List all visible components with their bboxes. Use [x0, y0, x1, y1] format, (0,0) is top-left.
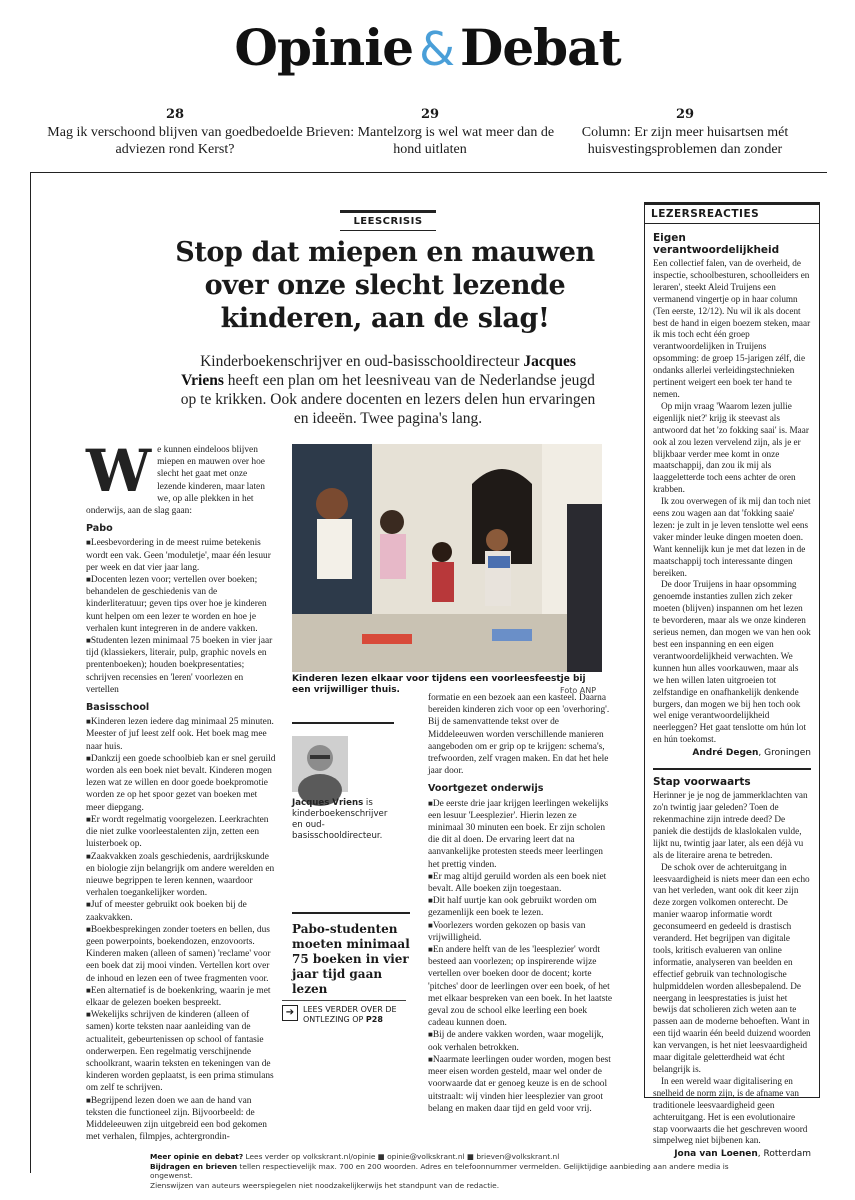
bullet-item: ■ Voorlezers worden gekozen op basis van vrijwilligheid. — [428, 920, 614, 944]
author-bio — [292, 798, 394, 842]
footer-text: tellen respectievelijk max. 700 en 200 woorden. Adres en telefoonnummer vermelden. Gelijktijdige aanbieding aan andere media is ongewenst. — [150, 1161, 729, 1180]
subhead-pabo: Pabo — [86, 523, 113, 535]
article-paragraph: formatie en een bezoek aan een kasteel. Daarna bereiden kinderen zich voor op een 'overhoring'. Bij de samenvattende tekst over de Middeleeuwen worden verschillende manieren aangeboden om er grip op te krijgen: schema's, trefwoorden, zelf vragen maken. En dat het hele jaar door. — [428, 693, 610, 777]
photo-credit: Foto ANP — [560, 686, 597, 695]
letter-title: Eigen verantwoordelijkheid — [653, 232, 780, 256]
teaser-page-number: 29 — [420, 107, 440, 122]
sidebar-letters — [644, 202, 820, 1160]
footer-line-2 — [150, 1162, 770, 1181]
bullet-item: ■ Leesbevordering in de meest ruime betekenis wordt een vak. Geen 'moduletje', maar één lesuur per week en dat vier jaar lang. — [86, 537, 276, 574]
article-lead: e kunnen eindeloos blijven miepen en mauwen over hoe slecht het gaat met onze lezende kinderen, maar laten we, op alle plekken in het onderwijs, aan de slag gaan: — [86, 445, 265, 517]
masthead-debat: Debat — [459, 18, 621, 77]
intro-text: heeft een plan om het leesniveau van de Nederlandse jeugd op te krikken. Ook andere docenten en lezers delen hun ervaringen en ideeën. Twee pagina's lang. — [180, 372, 596, 427]
teaser-page-number: 28 — [165, 107, 185, 122]
author-name: Jacques Vriens — [292, 798, 364, 808]
intro-text: Kinderboekenschrijver en oud-basisschooldirecteur — [200, 353, 524, 370]
author-bio-text: is kinderboekenschrijver en oud-basisschooldirecteur. — [292, 798, 388, 841]
page-footer — [150, 1152, 770, 1190]
photo-children-reading-icon — [292, 444, 602, 672]
read-more-link[interactable] — [282, 1000, 406, 1025]
bullet-item: ■ Boekbesprekingen zonder toeters en bellen, dus geen powerpoints, boekendozen, enzovoorts. Kinderen maken (alleen of samen) 'reclame' voor een boek dat zij mooi vinden. Vertellen kort over de inhoud en lezen een of twee fragmenten voor. — [86, 924, 276, 985]
bullet-item: ■ Naarmate leerlingen ouder worden, mogen best meer eisen worden gesteld, maar wel onder de voorwaarde dat er genoeg keuze is en de school uitstraalt: wij vinden hier leesplezier van groot belang en maken daar tijd en geld voor vrij. — [428, 1054, 614, 1115]
letter-paragraph: Een collectief falen, van de overheid, de inspectie, schoolbesturen, schoolleiders en leraren', steekt Aleid Truijens een vermanend vingertje op in haar column (Ten eerste, 12/12). Nu wil ik als docent best de hand in eigen boezem steken, maar ik mis toch echt één groep verantwoordelijken in Truijens opsomming: de groep 15-jarigen zélf, die ondanks allerlei verleidingstechnieken pertinent weigert een boek ter hand te nemen. — [653, 258, 811, 399]
bullet-item: ■ Zaakvakken zoals geschiedenis, aardrijkskunde en biologie zijn belangrijk om andere werelden en nieuwe begrippen te leren kennen, waardoor verhalen toegankelijker worden. — [86, 851, 276, 900]
footer-bold: Bijdragen en brieven — [150, 1161, 238, 1171]
signature-name: André Degen — [692, 748, 759, 759]
bullet-item: ■ Juf of meester gebruikt ook boeken bij de zaakvakken. — [86, 899, 276, 923]
teaser-1[interactable] — [45, 106, 305, 158]
masthead-ampersand: & — [419, 22, 454, 76]
intro-author: Jacques Vriens — [181, 353, 576, 389]
footer-line-1 — [150, 1152, 770, 1162]
bullet-item: ■ Een alternatief is de boekenkring, waarin je met elkaar de gelezen boeken bespreekt. — [86, 985, 276, 1009]
bullet-item: ■ Docenten lezen voor; vertellen over boeken; behandelen de geschiedenis van de kinderliteratuur; geven tips over hoe je kinderen kunt helpen om een lezer te worden en hoe je verhalen kunt integreren in de andere vakken. — [86, 574, 276, 635]
letter-paragraph: In een wereld waar digitalisering en snelheid de norm zijn, is de afname van traditionele leesvaardigheid geen achteruitgang. Het is een evolutionaire stap voorwaarts die het geschreven woord simpelweg niet bijbenen kan. — [653, 1075, 808, 1146]
bullet-item: ■ Bij de andere vakken worden, waar mogelijk, ook verhalen betrokken. — [428, 1029, 614, 1053]
letter-paragraph: De schok over de achteruitgang in leesvaardigheid is niets meer dan een echo van het verleden, want ook dit keer zijn deze zorgen volkomen onterecht. De manier waarop informatie wordt geconsumeerd en gedeeld is drastisch veranderd. Het begrijpen van digitale tools, kritisch evalueren van online informatie, analyseren van beelden en effectief gebruik van technologische hulpmiddelen worden allesbepalend. De neergang in leesprestaties is juist het bewijs dat scholieren zich weten aan te passen aan de moderne behoeften. Want in een tijd waarin één beeld duizend woorden kan vervangen, is het niet leesvaardigheid maar digitale geletterdheid wat écht belangrijk is. — [653, 861, 811, 1074]
photo-caption: Kinderen lezen elkaar voor tijdens een voorleesfeestje bij een vrijwilliger thuis. — [292, 674, 586, 695]
letter-paragraph: Ik zou overwegen of ik mij dan toch niet eens zou wagen aan dat 'fokking saaie' lezen: je zult in je leven tenslotte wel eens vaker minder leuke dingen moeten doen. Want kennelijk kun je met dat lezen in de maatschappij toch interessante dingen bereiken. — [653, 496, 811, 578]
bullet-item: ■ Kinderen lezen iedere dag minimaal 25 minuten. Meester of juf leest zelf ook. Het boek mag mee naar huis. — [86, 716, 276, 753]
bullet-item: ■ Er wordt regelmatig voorgelezen. Leerkrachten die niet zulke voorleestalenten zijn, zetten een luisterboek op. — [86, 814, 276, 851]
letter-paragraph: Op mijn vraag 'Waarom lezen jullie eigenlijk niet?' krijg ik steevast als antwoord dat het 'zo fokking saai' is. Maar ook al zou lezen vervelend zijn, als je er blijkbaar verder mee komt in onze maatschappij, dan zou ik mij als laaggeletterde toch eens achter de oren krabben. — [653, 400, 809, 495]
arrow-right-icon: ➔ — [282, 1005, 298, 1021]
letter-signature — [653, 748, 811, 758]
subhead-voortgezet-onderwijs: Voortgezet onderwijs — [428, 783, 544, 795]
footer-text: Lees verder op volkskrant.nl/opinie ■ opinie@volkskrant.nl ■ brieven@volkskrant.nl — [243, 1152, 560, 1161]
subhead-basisschool: Basisschool — [86, 702, 150, 714]
bullet-item: ■ Dankzij een goede schoolbieb kan er snel geruild worden als een boek niet bevalt. Kinderen mogen lezen wat ze willen en door goede boekpromotie worden ze op het spoor gezet van boeken met meer diepgang. — [86, 753, 276, 814]
author-box — [292, 722, 394, 862]
teaser-text: Brieven: Mantelzorg is wel wat meer dan de hond uitlaten — [305, 125, 555, 157]
article-tag: LEESCRISIS — [340, 210, 436, 231]
article-intro — [178, 352, 598, 428]
teaser-page-number: 29 — [675, 107, 695, 122]
teaser-2[interactable] — [300, 106, 560, 158]
letter-paragraph: Herinner je je nog de jammerklachten van zo'n twintig jaar geleden? Toen de rekenmachine zijn intrede deed? De paniek die destijds de klaslokalen vulde, lijkt nu, twintig jaar later, als een déjà vu als de literaire arena te betreden. — [653, 790, 808, 860]
author-portrait — [292, 736, 348, 792]
bullet-item: ■ Er mag altijd geruild worden als een boek niet bevalt. Alle boeken zijn toegestaan. — [428, 871, 614, 895]
bullet-item: ■ Wekelijks schrijven de kinderen (alleen of samen) korte teksten naar aanleiding van de actualiteit, gebeurtenissen op school of fantasie onderwerpen. Een regelmatig verschijnende schoolkrant, waarin teksten en tekeningen van de kinderen worden geplaatst, is een prima stimulans om zelf te schrijven. — [86, 1009, 276, 1094]
sidebar-divider — [653, 768, 811, 770]
pull-quote: Pabo-studenten moeten minimaal 75 boeken in vier jaar tijd gaan lezen — [292, 912, 410, 997]
section-masthead — [0, 18, 855, 77]
dropcap: W — [86, 437, 152, 505]
bullet-item: ■ Dit half uurtje kan ook gebruikt worden om gezamenlijk een boek te lezen. — [428, 895, 614, 919]
bullet-item: ■ Begrijpend lezen doen we aan de hand van teksten die functioneel zijn. Bijvoorbeeld: de Middeleeuwen zijn uitgebreid een bod gekomen met verhalen, filmpjes, achtergrondin- — [86, 1095, 276, 1144]
footer-bold: Meer opinie en debat? — [150, 1152, 244, 1161]
teaser-text: Mag ik verschoond blijven van goedbedoelde adviezen rond Kerst? — [47, 125, 303, 157]
letter-title: Stap voorwaarts — [653, 776, 751, 789]
read-more-text: LEES VERDER OVER DE ONTLEZING OP — [303, 1005, 397, 1024]
letter-body — [653, 258, 811, 746]
author-portrait-icon — [292, 736, 348, 792]
signature-place: , Groningen — [758, 748, 811, 759]
signature-place: , Rotterdam — [757, 1149, 811, 1160]
sidebar-tag: LEZERSREACTIES — [645, 202, 819, 224]
article-column-2 — [428, 692, 614, 1114]
article-column-1 — [86, 437, 276, 1143]
read-more-page: P28 — [365, 1015, 383, 1024]
article-headline: Stop dat miepen en mauwen over onze slecht lezende kinderen, aan de slag! — [175, 237, 595, 334]
teaser-text: Column: Er zijn meer huisartsen mét huisvestingsproblemen dan zonder — [581, 125, 789, 157]
teaser-3[interactable] — [555, 106, 815, 158]
bullet-item: ■ Studenten lezen minimaal 75 boeken in vier jaar tijd (klassiekers, literair, pulp, graphic novels en prentenboeken); houden boekpresentaties; schrijven recensies en 'leren' voorlezen en vertellen — [86, 635, 276, 696]
bullet-item: ■ De eerste drie jaar krijgen leerlingen wekelijks een lesuur 'Leesplezier'. Hierin lezen ze minimaal 30 minuten een boek. Er zijn scholen die dit al doen. De ervaring leert dat na aanvankelijke protesten steeds meer leerlingen het prettig vinden. — [428, 798, 614, 871]
signature-name: Jona van Loenen — [674, 1149, 758, 1160]
letter-body — [653, 790, 811, 1147]
bullet-item: ■ En andere helft van de les 'leesplezier' wordt besteed aan voorlezen; op inspirerende wijze vertellen over boeken door de docent; korte 'pitches' door de leerlingen over een boek, of het met elkaar bespreken van een boek. In het laatste geval zou de school elke leerling een boek cadeau kunnen doen. — [428, 944, 614, 1029]
masthead-opinie: Opinie — [234, 18, 414, 77]
article-photo — [292, 444, 602, 672]
footer-line-3: Zienswijzen van auteurs weerspiegelen niet noodzakelijkerwijs het standpunt van de redactie. — [150, 1180, 500, 1190]
letter-paragraph: De door Truijens in haar opsomming genoemde instanties zullen zich zeker moeten (blijven) inspannen om het lezen te bevorderen, maar als we onze kinderen serieus nemen, dan mogen we van hen ook best een inspanning en een eigen verantwoordelijkheid verwachten. We kunnen hun alles voorkauwen, maar als we hen willen laten uitgroeien tot zelfstandige en onafhankelijk denkende burgers, dan mogen we bij hen toch ook wel enige verantwoordelijkheid neerleggen? Het gaat tenslotte om hún lot en hún toekomst. — [653, 579, 811, 745]
